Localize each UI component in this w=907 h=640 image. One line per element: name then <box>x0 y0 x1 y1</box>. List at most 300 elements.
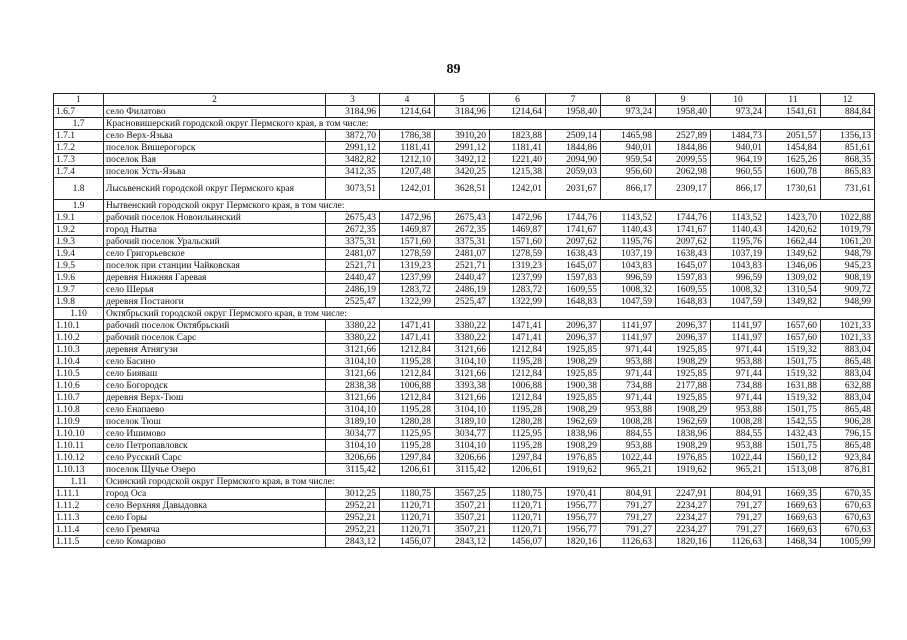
settlement-name: село Филатово <box>104 106 326 118</box>
value-cell: 1280,28 <box>490 416 546 428</box>
value-cell: 2675,43 <box>326 212 380 224</box>
value-cell: 3420,25 <box>435 166 490 178</box>
value-cell: 2177,88 <box>656 380 711 392</box>
value-cell: 2062,98 <box>656 166 711 178</box>
value-cell: 953,88 <box>711 404 766 416</box>
row-code: 1.9.3 <box>54 236 104 248</box>
value-cell: 2309,17 <box>656 178 711 200</box>
table-row <box>54 500 875 512</box>
value-cell: 1022,44 <box>601 452 656 464</box>
value-cell: 1356,13 <box>821 130 875 142</box>
value-cell: 2486,19 <box>326 284 380 296</box>
value-cell: 1242,01 <box>380 178 435 200</box>
table-row <box>54 368 875 380</box>
value-cell: 1956,77 <box>546 500 601 512</box>
column-header: 11 <box>766 94 821 106</box>
value-cell: 1120,71 <box>490 512 546 524</box>
settlement-name: село Гремяча <box>104 524 326 536</box>
value-cell: 3034,77 <box>326 428 380 440</box>
row-code: 1.9.2 <box>54 224 104 236</box>
tariff-table <box>53 93 875 548</box>
section-title: Осинский городской округ Пермского края, в том числе: <box>104 476 875 488</box>
value-cell: 1471,41 <box>380 320 435 332</box>
value-cell: 1501,75 <box>766 356 821 368</box>
value-cell: 948,99 <box>821 296 875 308</box>
value-cell: 1744,76 <box>546 212 601 224</box>
value-cell: 1126,63 <box>601 536 656 548</box>
value-cell: 2096,37 <box>546 332 601 344</box>
value-cell: 1195,76 <box>711 236 766 248</box>
value-cell: 1141,97 <box>711 332 766 344</box>
value-cell: 3910,20 <box>435 130 490 142</box>
value-cell: 1919,62 <box>656 464 711 476</box>
value-cell: 1471,41 <box>380 332 435 344</box>
column-header: 1 <box>54 94 104 106</box>
settlement-name: село Енапаево <box>104 404 326 416</box>
column-header: 3 <box>326 94 380 106</box>
value-cell: 670,63 <box>821 524 875 536</box>
value-cell: 1120,71 <box>380 500 435 512</box>
value-cell: 865,48 <box>821 356 875 368</box>
column-header: 6 <box>490 94 546 106</box>
value-cell: 3482,82 <box>326 154 380 166</box>
value-cell: 1838,96 <box>546 428 601 440</box>
value-cell: 1140,43 <box>601 224 656 236</box>
table-row <box>54 332 875 344</box>
value-cell: 1976,85 <box>656 452 711 464</box>
value-cell: 791,27 <box>711 512 766 524</box>
value-cell: 2952,21 <box>326 500 380 512</box>
value-cell: 1141,97 <box>711 320 766 332</box>
value-cell: 1519,32 <box>766 368 821 380</box>
value-cell: 1970,41 <box>546 488 601 500</box>
value-cell: 1212,84 <box>490 392 546 404</box>
value-cell: 734,88 <box>711 380 766 392</box>
value-cell: 1180,75 <box>490 488 546 500</box>
value-cell: 884,55 <box>601 428 656 440</box>
settlement-name: село Петропавловск <box>104 440 326 452</box>
row-code: 1.7.3 <box>54 154 104 166</box>
value-cell: 3206,66 <box>326 452 380 464</box>
value-cell: 1195,28 <box>490 440 546 452</box>
value-cell: 632,88 <box>821 380 875 392</box>
table-row <box>54 130 875 142</box>
value-cell: 1741,67 <box>546 224 601 236</box>
table-header-row <box>54 94 875 106</box>
row-code: 1.9.6 <box>54 272 104 284</box>
value-cell: 2481,07 <box>326 248 380 260</box>
row-code: 1.10.9 <box>54 416 104 428</box>
value-cell: 971,44 <box>601 392 656 404</box>
value-cell: 1958,40 <box>656 106 711 118</box>
value-cell: 1006,88 <box>380 380 435 392</box>
value-cell: 1125,95 <box>490 428 546 440</box>
column-header: 10 <box>711 94 766 106</box>
settlement-name: село Ишимово <box>104 428 326 440</box>
table-row <box>54 154 875 166</box>
value-cell: 1420,62 <box>766 224 821 236</box>
value-cell: 1120,71 <box>490 500 546 512</box>
value-cell: 1908,29 <box>546 404 601 416</box>
value-cell: 3380,22 <box>435 332 490 344</box>
value-cell: 1838,96 <box>656 428 711 440</box>
value-cell: 1501,75 <box>766 440 821 452</box>
settlement-name: село Шерья <box>104 284 326 296</box>
value-cell: 2097,62 <box>656 236 711 248</box>
value-cell: 1541,61 <box>766 106 821 118</box>
value-cell: 964,19 <box>711 154 766 166</box>
settlement-name: рабочий поселок Уральский <box>104 236 326 248</box>
row-code: 1.11 <box>54 476 104 488</box>
section-title: Красновишерский городской округ Пермского края, в том числе: <box>104 118 875 130</box>
value-cell: 3412,35 <box>326 166 380 178</box>
settlement-name: деревня Верх-Тюш <box>104 392 326 404</box>
value-cell: 2059,03 <box>546 166 601 178</box>
settlement-name: рабочий поселок Октябрьский <box>104 320 326 332</box>
value-cell: 1125,95 <box>380 428 435 440</box>
value-cell: 923,84 <box>821 452 875 464</box>
table-row <box>54 212 875 224</box>
value-cell: 2247,91 <box>656 488 711 500</box>
value-cell: 1669,35 <box>766 488 821 500</box>
value-cell: 2838,38 <box>326 380 380 392</box>
value-cell: 1141,97 <box>601 332 656 344</box>
row-code: 1.9.8 <box>54 296 104 308</box>
value-cell: 1657,60 <box>766 332 821 344</box>
value-cell: 865,48 <box>821 440 875 452</box>
value-cell: 1195,28 <box>380 440 435 452</box>
value-cell: 2234,27 <box>656 500 711 512</box>
value-cell: 791,27 <box>711 500 766 512</box>
value-cell: 2440,47 <box>326 272 380 284</box>
table-row <box>54 488 875 500</box>
value-cell: 1669,63 <box>766 500 821 512</box>
value-cell: 1648,83 <box>546 296 601 308</box>
value-cell: 940,01 <box>601 142 656 154</box>
value-cell: 883,04 <box>821 344 875 356</box>
value-cell: 1469,87 <box>380 224 435 236</box>
value-cell: 804,91 <box>711 488 766 500</box>
value-cell: 791,27 <box>601 500 656 512</box>
value-cell: 906,28 <box>821 416 875 428</box>
value-cell: 2527,89 <box>656 130 711 142</box>
table-row <box>54 296 875 308</box>
value-cell: 1631,88 <box>766 380 821 392</box>
table-row <box>54 392 875 404</box>
value-cell: 3115,42 <box>435 464 490 476</box>
value-cell: 2509,14 <box>546 130 601 142</box>
row-code: 1.11.2 <box>54 500 104 512</box>
table-row <box>54 440 875 452</box>
value-cell: 1037,19 <box>711 248 766 260</box>
value-cell: 1212,84 <box>380 392 435 404</box>
settlement-name: рабочий поселок Сарс <box>104 332 326 344</box>
value-cell: 1237,99 <box>490 272 546 284</box>
value-cell: 953,88 <box>711 356 766 368</box>
value-cell: 734,88 <box>601 380 656 392</box>
value-cell: 3628,51 <box>435 178 490 200</box>
value-cell: 3121,66 <box>435 344 490 356</box>
value-cell: 804,91 <box>601 488 656 500</box>
value-cell: 1346,06 <box>766 260 821 272</box>
value-cell: 1501,75 <box>766 404 821 416</box>
row-code: 1.9.4 <box>54 248 104 260</box>
value-cell: 908,19 <box>821 272 875 284</box>
value-cell: 1454,84 <box>766 142 821 154</box>
value-cell: 851,61 <box>821 142 875 154</box>
settlement-name: деревня Атнягузи <box>104 344 326 356</box>
value-cell: 1609,55 <box>546 284 601 296</box>
row-code: 1.10.2 <box>54 332 104 344</box>
value-cell: 1730,61 <box>766 178 821 200</box>
value-cell: 3184,96 <box>435 106 490 118</box>
value-cell: 3121,66 <box>326 344 380 356</box>
table-row <box>54 106 875 118</box>
value-cell: 3393,38 <box>435 380 490 392</box>
value-cell: 3380,22 <box>326 320 380 332</box>
row-code: 1.7.1 <box>54 130 104 142</box>
value-cell: 1669,63 <box>766 512 821 524</box>
value-cell: 1019,79 <box>821 224 875 236</box>
table-body <box>54 94 875 548</box>
value-cell: 1047,59 <box>711 296 766 308</box>
settlement-name: село Русский Сарс <box>104 452 326 464</box>
value-cell: 1908,29 <box>656 404 711 416</box>
value-cell: 1645,07 <box>546 260 601 272</box>
settlement-name: село Богородск <box>104 380 326 392</box>
value-cell: 971,44 <box>711 392 766 404</box>
value-cell: 1744,76 <box>656 212 711 224</box>
value-cell: 953,88 <box>601 404 656 416</box>
value-cell: 1319,23 <box>490 260 546 272</box>
value-cell: 2843,12 <box>435 536 490 548</box>
value-cell: 1669,63 <box>766 524 821 536</box>
value-cell: 1021,33 <box>821 332 875 344</box>
value-cell: 1638,43 <box>546 248 601 260</box>
column-header: 7 <box>546 94 601 106</box>
value-cell: 3121,66 <box>435 368 490 380</box>
row-code: 1.9.5 <box>54 260 104 272</box>
value-cell: 1925,85 <box>546 344 601 356</box>
value-cell: 1021,33 <box>821 320 875 332</box>
value-cell: 3184,96 <box>326 106 380 118</box>
value-cell: 2952,21 <box>326 512 380 524</box>
value-cell: 791,27 <box>711 524 766 536</box>
value-cell: 1469,87 <box>490 224 546 236</box>
value-cell: 1022,88 <box>821 212 875 224</box>
table-row <box>54 260 875 272</box>
value-cell: 868,35 <box>821 154 875 166</box>
value-cell: 1283,72 <box>490 284 546 296</box>
value-cell: 1571,60 <box>380 236 435 248</box>
row-code: 1.9.1 <box>54 212 104 224</box>
value-cell: 3121,66 <box>435 392 490 404</box>
settlement-name: город Оса <box>104 488 326 500</box>
value-cell: 1005,99 <box>821 536 875 548</box>
value-cell: 3104,10 <box>435 356 490 368</box>
table-row <box>54 536 875 548</box>
value-cell: 1925,85 <box>546 368 601 380</box>
value-cell: 2440,47 <box>435 272 490 284</box>
table-row <box>54 236 875 248</box>
value-cell: 3012,25 <box>326 488 380 500</box>
value-cell: 2525,47 <box>326 296 380 308</box>
value-cell: 883,04 <box>821 392 875 404</box>
value-cell: 1195,28 <box>380 404 435 416</box>
row-code: 1.9 <box>54 200 104 212</box>
value-cell: 3872,70 <box>326 130 380 142</box>
section-row <box>54 200 875 212</box>
table-row <box>54 524 875 536</box>
value-cell: 1600,78 <box>766 166 821 178</box>
section-row <box>54 476 875 488</box>
table-row <box>54 142 875 154</box>
value-cell: 2991,12 <box>435 142 490 154</box>
value-cell: 1278,59 <box>490 248 546 260</box>
column-header: 12 <box>821 94 875 106</box>
value-cell: 1181,41 <box>490 142 546 154</box>
value-cell: 1195,28 <box>490 404 546 416</box>
column-header: 8 <box>601 94 656 106</box>
value-cell: 1206,61 <box>380 464 435 476</box>
table-row <box>54 178 875 200</box>
value-cell: 2096,37 <box>656 320 711 332</box>
value-cell: 2097,62 <box>546 236 601 248</box>
value-cell: 1297,84 <box>490 452 546 464</box>
value-cell: 1195,28 <box>490 356 546 368</box>
value-cell: 971,44 <box>601 344 656 356</box>
settlement-name: поселок Щучье Озеро <box>104 464 326 476</box>
value-cell: 2843,12 <box>326 536 380 548</box>
value-cell: 3507,21 <box>435 500 490 512</box>
table-row <box>54 272 875 284</box>
value-cell: 1597,83 <box>656 272 711 284</box>
value-cell: 1120,71 <box>380 512 435 524</box>
value-cell: 1008,28 <box>711 416 766 428</box>
page-number: 89 <box>446 62 461 77</box>
value-cell: 1212,84 <box>490 368 546 380</box>
value-cell: 2952,21 <box>326 524 380 536</box>
value-cell: 796,15 <box>821 428 875 440</box>
settlement-name: поселок Вая <box>104 154 326 166</box>
value-cell: 1662,44 <box>766 236 821 248</box>
column-header: 2 <box>104 94 326 106</box>
value-cell: 1823,88 <box>490 130 546 142</box>
value-cell: 1043,83 <box>711 260 766 272</box>
table-row <box>54 416 875 428</box>
row-code: 1.10 <box>54 308 104 320</box>
value-cell: 1925,85 <box>656 392 711 404</box>
value-cell: 1648,83 <box>656 296 711 308</box>
row-code: 1.10.4 <box>54 356 104 368</box>
value-cell: 1120,71 <box>490 524 546 536</box>
value-cell: 3073,51 <box>326 178 380 200</box>
settlement-name: поселок при станции Чайковская <box>104 260 326 272</box>
table-row <box>54 224 875 236</box>
value-cell: 1195,28 <box>380 356 435 368</box>
value-cell: 1484,73 <box>711 130 766 142</box>
value-cell: 1143,52 <box>711 212 766 224</box>
value-cell: 670,63 <box>821 512 875 524</box>
value-cell: 1349,82 <box>766 296 821 308</box>
value-cell: 1900,38 <box>546 380 601 392</box>
value-cell: 1214,64 <box>490 106 546 118</box>
table-row <box>54 452 875 464</box>
value-cell: 670,35 <box>821 488 875 500</box>
value-cell: 909,72 <box>821 284 875 296</box>
table-row <box>54 166 875 178</box>
row-code: 1.8 <box>54 178 104 200</box>
value-cell: 3507,21 <box>435 524 490 536</box>
value-cell: 2031,67 <box>546 178 601 200</box>
table-row <box>54 344 875 356</box>
value-cell: 1322,99 <box>380 296 435 308</box>
value-cell: 1645,07 <box>656 260 711 272</box>
value-cell: 965,21 <box>601 464 656 476</box>
value-cell: 1560,12 <box>766 452 821 464</box>
value-cell: 1908,29 <box>656 440 711 452</box>
value-cell: 1471,41 <box>490 332 546 344</box>
settlement-name: поселок Вишерогорск <box>104 142 326 154</box>
value-cell: 3380,22 <box>326 332 380 344</box>
table-row <box>54 356 875 368</box>
value-cell: 1349,62 <box>766 248 821 260</box>
section-title: Нытвенский городской округ Пермского края, в том числе: <box>104 200 875 212</box>
value-cell: 1143,52 <box>601 212 656 224</box>
value-cell: 866,17 <box>711 178 766 200</box>
value-cell: 883,04 <box>821 368 875 380</box>
value-cell: 884,55 <box>711 428 766 440</box>
value-cell: 3492,12 <box>435 154 490 166</box>
value-cell: 1908,29 <box>656 356 711 368</box>
value-cell: 2051,57 <box>766 130 821 142</box>
value-cell: 1465,98 <box>601 130 656 142</box>
value-cell: 1037,19 <box>601 248 656 260</box>
value-cell: 1625,26 <box>766 154 821 166</box>
settlement-name: рабочий поселок Новоильинский <box>104 212 326 224</box>
value-cell: 1195,76 <box>601 236 656 248</box>
row-code: 1.11.1 <box>54 488 104 500</box>
value-cell: 1519,32 <box>766 344 821 356</box>
value-cell: 971,44 <box>711 344 766 356</box>
value-cell: 1786,38 <box>380 130 435 142</box>
row-code: 1.10.1 <box>54 320 104 332</box>
value-cell: 1657,60 <box>766 320 821 332</box>
value-cell: 3121,66 <box>326 368 380 380</box>
value-cell: 1519,32 <box>766 392 821 404</box>
row-code: 1.10.10 <box>54 428 104 440</box>
row-code: 1.9.7 <box>54 284 104 296</box>
value-cell: 731,61 <box>821 178 875 200</box>
value-cell: 1844,86 <box>546 142 601 154</box>
value-cell: 1925,85 <box>546 392 601 404</box>
value-cell: 1322,99 <box>490 296 546 308</box>
value-cell: 2525,47 <box>435 296 490 308</box>
value-cell: 2672,35 <box>435 224 490 236</box>
value-cell: 1120,71 <box>380 524 435 536</box>
value-cell: 1214,64 <box>380 106 435 118</box>
table-row <box>54 380 875 392</box>
value-cell: 3567,25 <box>435 488 490 500</box>
value-cell: 1319,23 <box>380 260 435 272</box>
value-cell: 1206,61 <box>490 464 546 476</box>
table-row <box>54 248 875 260</box>
value-cell: 3104,10 <box>326 404 380 416</box>
value-cell: 3104,10 <box>435 440 490 452</box>
settlement-name: село Комарово <box>104 536 326 548</box>
value-cell: 1844,86 <box>656 142 711 154</box>
row-code: 1.11.4 <box>54 524 104 536</box>
